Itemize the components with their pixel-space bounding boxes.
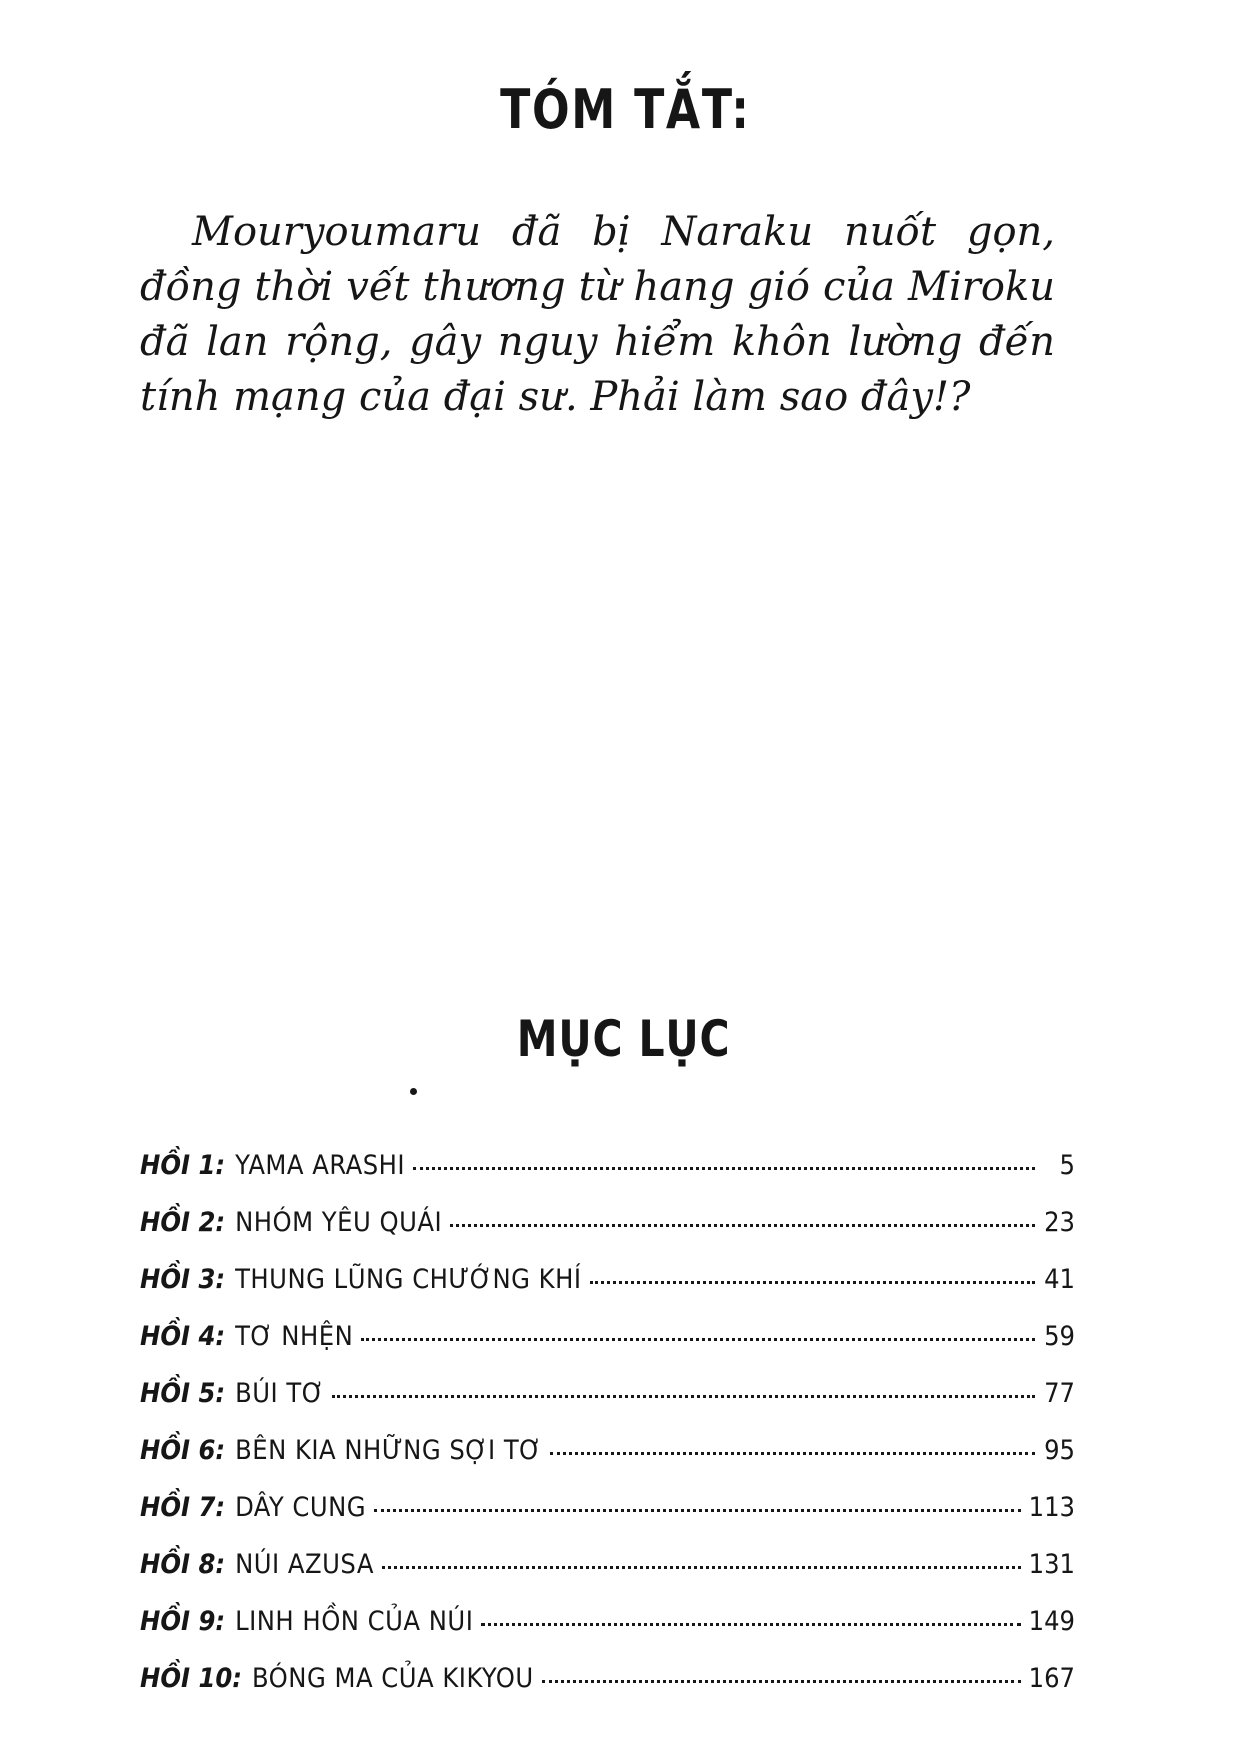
chapter-number: HỒI 4: (140, 1321, 226, 1352)
chapter-number: HỒI 1: (140, 1150, 226, 1181)
toc-entry (140, 1492, 1075, 1549)
page-number: 59 (1044, 1321, 1075, 1352)
chapter-number: HỒI 6: (140, 1435, 226, 1466)
dot-leader (481, 1623, 1020, 1626)
page-number: 131 (1028, 1549, 1075, 1580)
chapter-number: HỒI 9: (140, 1606, 226, 1637)
toc-entry (140, 1264, 1075, 1321)
chapter-title: LINH HỒN CỦA NÚI (235, 1606, 474, 1637)
toc-entry (140, 1321, 1075, 1378)
decorative-dot (410, 1088, 417, 1095)
dot-leader (382, 1566, 1021, 1569)
page-number: 23 (1044, 1207, 1075, 1238)
dot-leader (332, 1395, 1035, 1398)
dot-leader (542, 1680, 1021, 1683)
chapter-title: BÊN KIA NHỮNG SỢI TƠ (235, 1435, 542, 1466)
toc-entry (140, 1663, 1075, 1720)
dot-leader (374, 1509, 1021, 1512)
dot-leader (450, 1224, 1035, 1227)
page-number: 77 (1044, 1378, 1075, 1409)
chapter-number: HỒI 3: (140, 1264, 226, 1295)
chapter-title: BÚI TƠ (235, 1378, 325, 1409)
dot-leader (590, 1281, 1035, 1284)
chapter-title: YAMA ARASHI (235, 1150, 406, 1181)
page-number: 41 (1044, 1264, 1075, 1295)
dot-leader (413, 1167, 1035, 1170)
dot-leader (361, 1338, 1035, 1341)
chapter-title: DÂY CUNG (235, 1492, 367, 1523)
chapter-title: THUNG LŨNG CHƯỚNG KHÍ (235, 1264, 582, 1295)
chapter-number: HỒI 2: (140, 1207, 226, 1238)
chapter-title: BÓNG MA CỦA KIKYOU (251, 1663, 534, 1694)
chapter-number: HỒI 8: (140, 1549, 226, 1580)
chapter-number: HỒI 7: (140, 1492, 226, 1523)
summary-title: TÓM TẮT: (500, 78, 751, 141)
toc-entry (140, 1549, 1075, 1606)
page-number: 167 (1028, 1663, 1075, 1694)
toc-entry (140, 1606, 1075, 1663)
toc-title: MỤC LỤC (516, 1010, 731, 1068)
toc-entry (140, 1435, 1075, 1492)
table-of-contents (140, 1150, 1075, 1720)
toc-entry (140, 1378, 1075, 1435)
page-number: 113 (1028, 1492, 1075, 1523)
chapter-title: TƠ NHỆN (235, 1321, 354, 1352)
toc-entry (140, 1150, 1075, 1207)
summary-text: Mouryoumaru đã bị Naraku nuốt gọn, đồng thời vết thương từ hang gió của Miroku đã lan rộng, gây nguy hiểm khôn lường đến tính mạng của đại sư. Phải làm sao đây!? (140, 209, 1055, 420)
page-number: 5 (1059, 1150, 1075, 1181)
chapter-number: HỒI 5: (140, 1378, 226, 1409)
page-number: 149 (1028, 1606, 1075, 1637)
toc-entry (140, 1207, 1075, 1264)
chapter-number: HỒI 10: (140, 1663, 242, 1694)
dot-leader (550, 1452, 1035, 1455)
chapter-title: NHÓM YÊU QUÁI (235, 1207, 443, 1238)
chapter-title: NÚI AZUSA (235, 1549, 374, 1580)
page-number: 95 (1044, 1435, 1075, 1466)
